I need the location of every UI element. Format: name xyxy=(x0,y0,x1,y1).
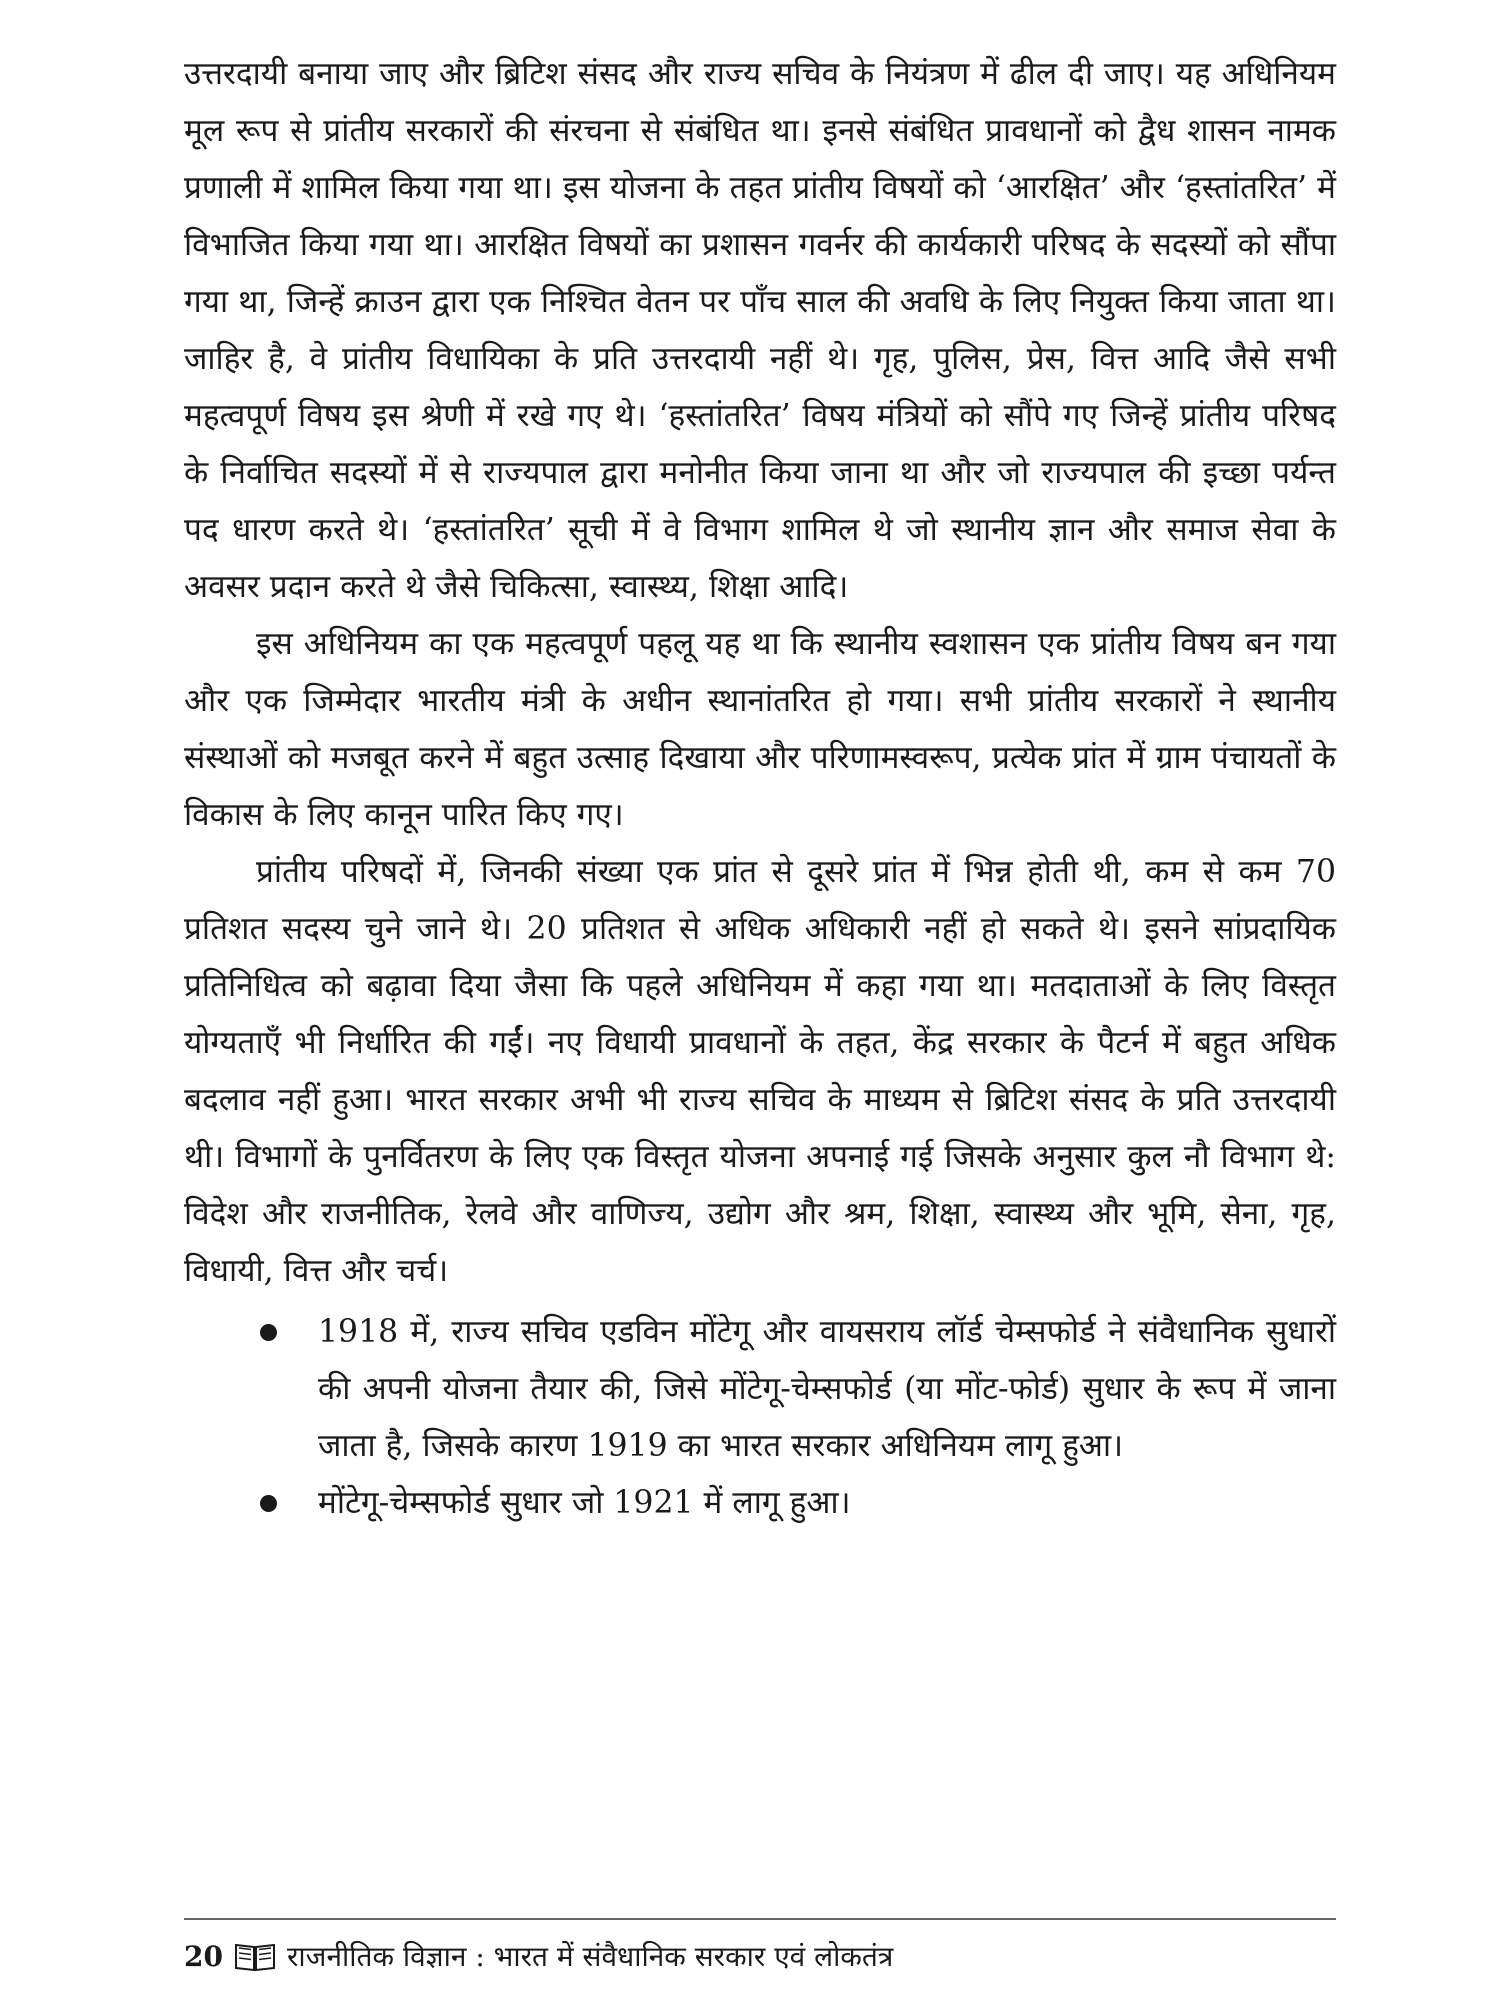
paragraph: उत्तरदायी बनाया जाए और ब्रिटिश संसद और राज्य सचिव के नियंत्रण में ढील दी जाए। यह अधिनियम मूल रूप से प्रांतीय सरकारों की संरचना से संबंधित था। इनसे संबंधित प्रावधानों को द्वैध शासन नामक प्रणाली में शामिल किया गया था। इस योजना के तहत प्रांतीय विषयों को ‘आरक्षित’ और ‘हस्तांतरित’ में विभाजित किया गया था। आरक्षित विषयों का प्रशासन गवर्नर की कार्यकारी परिषद के सदस्यों को सौंपा गया था, जिन्हें क्राउन द्वारा एक निश्चित वेतन पर पाँच साल की अवधि के लिए नियुक्त किया जाता था। जाहिर है, वे प्रांतीय विधायिका के प्रति उत्तरदायी नहीं थे। गृह, पुलिस, प्रेस, वित्त आदि जैसे सभी महत्वपूर्ण विषय इस श्रेणी में रखे गए थे। ‘हस्तांतरित’ विषय मंत्रियों को सौंपे गए जिन्हें प्रांतीय परिषद के निर्वाचित सदस्यों में से राज्यपाल द्वारा मनोनीत किया जाना था और जो राज्यपाल की इच्छा पर्यन्त पद धारण करते थे। ‘हस्तांतरित’ सूची में वे विभाग शामिल थे जो स्थानीय ज्ञान और समाज सेवा के अवसर प्रदान करते थे जैसे चिकित्सा, स्वास्थ्य, शिक्षा आदि। xyxy=(184,56,1336,605)
body-text xyxy=(184,46,1336,1532)
bullet-list xyxy=(184,1304,1336,1532)
bullet-text: मोंटेगू-चेम्सफोर्ड सुधार जो 1921 में लागू हुआ। xyxy=(318,1485,851,1521)
paragraph: प्रांतीय परिषदों में, जिनकी संख्या एक प्रांत से दूसरे प्रांत में भिन्न होती थी, कम से कम 70 प्रतिशत सदस्य चुने जाने थे। 20 प्रतिशत से अधिक अधिकारी नहीं हो सकते थे। इसने सांप्रदायिक प्रतिनिधित्व को बढ़ावा दिया जैसा कि पहले अधिनियम में कहा गया था। मतदाताओं के लिए विस्तृत योग्यताएँ भी निर्धारित की गईं। नए विधायी प्रावधानों के तहत, केंद्र सरकार के पैटर्न में बहुत अधिक बदलाव नहीं हुआ। भारत सरकार अभी भी राज्य सचिव के माध्यम से ब्रिटिश संसद के प्रति उत्तरदायी थी। विभागों के पुनर्वितरण के लिए एक विस्तृत योजना अपनाई गई जिसके अनुसार कुल नौ विभाग थे: विदेश और राजनीतिक, रेलवे और वाणिज्य, उद्योग और श्रम, शिक्षा, स्वास्थ्य और भूमि, सेना, गृह, विधायी, वित्त और चर्च। xyxy=(184,854,1336,1289)
page-number: 20 xyxy=(184,1939,223,1973)
footer-title: राजनीतिक विज्ञान : भारत में संवैधानिक सरकार एवं लोकतंत्र xyxy=(286,1940,894,1973)
bullet-icon xyxy=(260,1495,277,1512)
book-icon xyxy=(233,1940,277,1972)
bullet-item xyxy=(318,1475,1336,1532)
bullet-icon xyxy=(260,1324,277,1341)
bullet-text: 1918 में, राज्य सचिव एडविन मोंटेगू और वायसराय लॉर्ड चेम्सफोर्ड ने संवैधानिक सुधारों की अपनी योजना तैयार की, जिसे मोंटेगू-चेम्सफोर्ड (या मोंट-फोर्ड) सुधार के रूप में जाना जाता है, जिसके कारण 1919 का भारत सरकार अधिनियम लागू हुआ। xyxy=(318,1314,1336,1464)
bullet-item xyxy=(318,1304,1336,1475)
footer-divider xyxy=(184,1918,1336,1920)
page-footer xyxy=(184,1936,893,1976)
paragraph: इस अधिनियम का एक महत्वपूर्ण पहलू यह था कि स्थानीय स्वशासन एक प्रांतीय विषय बन गया और एक जिम्मेदार भारतीय मंत्री के अधीन स्थानांतरित हो गया। सभी प्रांतीय सरकारों ने स्थानीय संस्थाओं को मजबूत करने में बहुत उत्साह दिखाया और परिणामस्वरूप, प्रत्येक प्रांत में ग्राम पंचायतों के विकास के लिए कानून पारित किए गए। xyxy=(184,626,1336,833)
